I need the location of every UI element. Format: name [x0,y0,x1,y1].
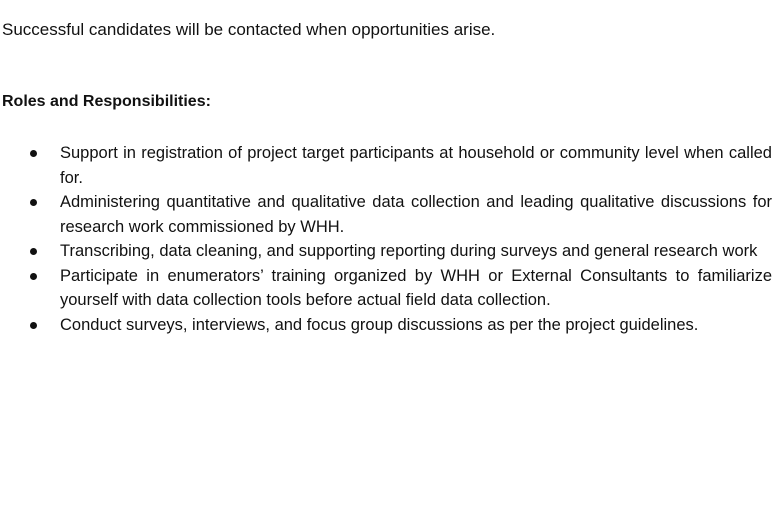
list-item [0,239,772,264]
list-item-text: Conduct surveys, interviews, and focus group discussions as per the project guidelines. [60,315,699,334]
bullet-icon [30,248,37,255]
list-item [0,313,772,338]
bullet-icon [30,199,37,206]
list-item [0,190,772,239]
section-heading: Roles and Responsibilities: [2,93,211,110]
bullet-icon [30,150,37,157]
intro-paragraph: Successful candidates will be contacted when opportunities arise. [2,20,496,39]
bullet-icon [30,322,37,329]
list-item [0,264,772,313]
list-item-text: Support in registration of project target participants at household or community level when called for. [60,144,772,187]
bullet-icon [30,273,37,280]
list-item-text: Administering quantitative and qualitative data collection and leading qualitative discussions for research work commissioned by WHH. [60,193,772,236]
list-item-text: Transcribing, data cleaning, and supporting reporting during surveys and general research work [60,242,758,260]
list-item-text: Participate in enumerators’ training organized by WHH or External Consultants to familiarize yourself with data collection tools before actual field data collection. [60,266,772,309]
responsibilities-list [0,141,780,337]
list-item [0,141,772,190]
